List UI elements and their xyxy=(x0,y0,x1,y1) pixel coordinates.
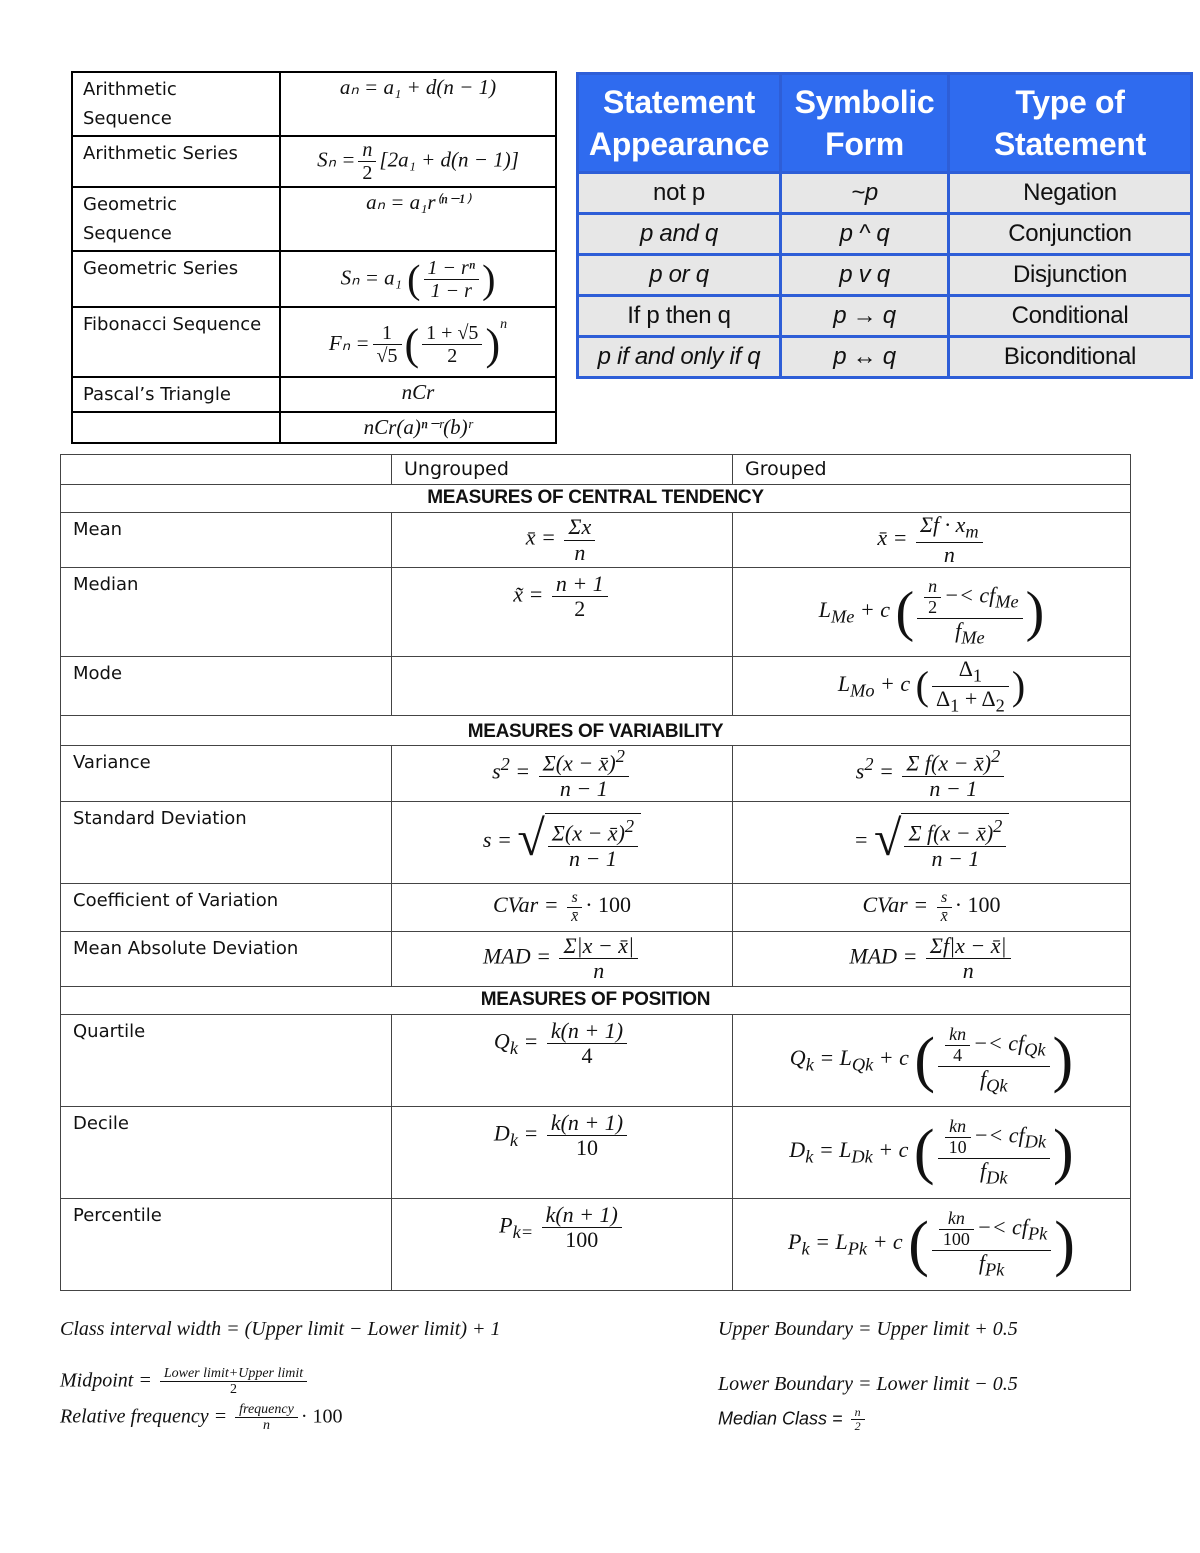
row-label: Fibonacci Sequence xyxy=(72,307,280,377)
ungrouped-header: Ungrouped xyxy=(392,455,733,485)
symbol-cell: p ^ q xyxy=(781,214,949,255)
table-row xyxy=(578,255,1192,296)
table-row xyxy=(61,746,1131,802)
variance-ungrouped-formula: $s^2$ = $\frac{\Sigma(x - x̄)^2}{n - 1}$ xyxy=(392,746,733,802)
sd-ungrouped-formula: s = √ $\frac{\Sigma(x - x̄)^2}{n - 1}$ xyxy=(392,801,733,883)
mad-grouped-formula: MAD = $\frac{\Sigma f|x - x̄|}{n}$ xyxy=(733,931,1131,986)
mode-grouped-formula: $L_{Mo} + c$ ( $\frac{\Delta_1}{\Delta_1 + \Delta_2}$ ) xyxy=(733,657,1131,716)
sd-grouped-formula: = √ $\frac{\Sigma f(x - x̄)^2}{n - 1}$ xyxy=(733,801,1131,883)
table-row xyxy=(61,931,1131,986)
measure-name: Mean xyxy=(61,513,392,568)
measure-name: Quartile xyxy=(61,1014,392,1106)
class-interval-width-formula: Class interval width = (Upper limit − Lower limit) + 1 xyxy=(60,1318,501,1340)
upper-boundary-formula: Upper Boundary = Upper limit + 0.5 xyxy=(718,1318,1018,1340)
table-row xyxy=(72,307,556,377)
variance-grouped-formula: $s^2$ = $\frac{\Sigma f(x - x̄)^2}{n - 1}$ xyxy=(733,746,1131,802)
median-grouped-formula: $L_{Me} + c$ ( $\frac{n}{2}$ −< $cf_{Me}$ $f_{Me}$ ) xyxy=(733,568,1131,657)
measure-name: Mean Absolute Deviation xyxy=(61,931,392,986)
type-cell: Conditional xyxy=(949,296,1192,337)
appearance-cell: p and q xyxy=(578,214,781,255)
table-row xyxy=(578,337,1192,378)
header-symbolic-form: Symbolic Form xyxy=(781,74,949,173)
table-row xyxy=(72,412,556,443)
type-cell: Negation xyxy=(949,173,1192,214)
header-row xyxy=(578,74,1192,173)
formula: Sₙ = $\frac{n}{2}$ [2a₁ + d(n − 1)] xyxy=(280,136,556,187)
table-row xyxy=(61,1014,1131,1106)
table-row xyxy=(578,214,1192,255)
row-label: Geometric Series xyxy=(72,251,280,307)
decile-grouped-formula: $D_k = L_{Dk} + c$ ( $\frac{kn}{10}$ −< $cf_{Dk}$ $f_{Dk}$ ) xyxy=(733,1106,1131,1198)
table-row xyxy=(578,296,1192,337)
table-row xyxy=(61,568,1131,657)
grouped-header: Grouped xyxy=(733,455,1131,485)
quartile-ungrouped-formula: $Q_k$ = $\frac{k(n + 1)}{4}$ xyxy=(392,1014,733,1106)
mean-ungrouped-formula: x̄ = $\frac{\Sigma x}{n}$ xyxy=(392,513,733,568)
table-row xyxy=(72,377,556,412)
quartile-grouped-formula: $Q_k = L_{Qk} + c$ ( $\frac{kn}{4}$ −< $cf_{Qk}$ $f_{Qk}$ ) xyxy=(733,1014,1131,1106)
row-label xyxy=(72,412,280,443)
type-cell: Disjunction xyxy=(949,255,1192,296)
statistics-table xyxy=(60,454,1131,1291)
symbol-cell: ~p xyxy=(781,173,949,214)
measure-name: Coefficient of Variation xyxy=(61,883,392,931)
sequences-table xyxy=(71,71,557,444)
formula: nCr(a)ⁿ⁻ʳ(b)ʳ xyxy=(280,412,556,443)
symbol-cell: p → q xyxy=(781,296,949,337)
appearance-cell: not p xyxy=(578,173,781,214)
decile-ungrouped-formula: $D_k$ = $\frac{k(n + 1)}{10}$ xyxy=(392,1106,733,1198)
measure-name: Decile xyxy=(61,1106,392,1198)
lower-boundary-formula: Lower Boundary = Lower limit − 0.5 xyxy=(718,1373,1018,1395)
midpoint-formula: Midpoint = $\frac{\text{Lower limit+Upper limit}}{2}$ xyxy=(60,1366,310,1398)
table-row xyxy=(61,657,1131,716)
formula: Sₙ = a₁ ( $\frac{\text{1 − rⁿ}}{1 - r}$ ) xyxy=(280,251,556,307)
measure-name: Median xyxy=(61,568,392,657)
mad-ungrouped-formula: MAD = $\frac{\Sigma|x - x̄|}{n}$ xyxy=(392,931,733,986)
formula: aₙ = a₁r⁽ⁿ⁻¹⁾ xyxy=(280,187,556,251)
header-row xyxy=(61,455,1131,485)
formula: aₙ = a₁ + d(n − 1) xyxy=(280,72,556,136)
formula: nCr xyxy=(280,377,556,412)
appearance-cell: p or q xyxy=(578,255,781,296)
median-ungrouped-formula: x̃ = $\frac{n + 1}{2}$ xyxy=(392,568,733,657)
measure-name: Percentile xyxy=(61,1198,392,1290)
table-row xyxy=(61,883,1131,931)
percentile-ungrouped-formula: $P_{k=}$ $\frac{k(n + 1)}{100}$ xyxy=(392,1198,733,1290)
symbol-cell: p v q xyxy=(781,255,949,296)
row-label: Arithmetic Sequence xyxy=(72,72,280,136)
table-row xyxy=(72,251,556,307)
formula: Fₙ = $\frac{1}{√5}$ ( $\frac{1 + √5}{2}$ )$^n$ xyxy=(280,307,556,377)
percentile-grouped-formula: $P_k = L_{Pk} + c$ ( $\frac{kn}{100}$ −< $cf_{Pk}$ $f_{Pk}$ ) xyxy=(733,1198,1131,1290)
measure-name: Standard Deviation xyxy=(61,801,392,883)
section-row xyxy=(61,716,1131,746)
table-row xyxy=(72,187,556,251)
cv-ungrouped-formula: CVar = $\frac{s}{x̄}$ · 100 xyxy=(392,883,733,931)
table-row xyxy=(61,1198,1131,1290)
measure-name: Mode xyxy=(61,657,392,716)
symbol-cell: p ↔ q xyxy=(781,337,949,378)
table-row xyxy=(61,513,1131,568)
cv-grouped-formula: CVar = $\frac{s}{x̄}$ · 100 xyxy=(733,883,1131,931)
section-variability: MEASURES OF VARIABILITY xyxy=(61,716,1131,746)
relative-frequency-formula: Relative frequency = $\frac{\text{frequency}}{n}$ · 100 xyxy=(60,1402,343,1434)
header-statement-appearance: Statement Appearance xyxy=(578,74,781,173)
row-label: Pascal’s Triangle xyxy=(72,377,280,412)
row-label: Geometric Sequence xyxy=(72,187,280,251)
section-position: MEASURES OF POSITION xyxy=(61,986,1131,1014)
table-row xyxy=(72,136,556,187)
section-central-tendency: MEASURES OF CENTRAL TENDENCY xyxy=(61,485,1131,513)
median-class-formula: Median Class = $\frac{n}{2}$ xyxy=(718,1406,868,1433)
type-cell: Conjunction xyxy=(949,214,1192,255)
row-label: Arithmetic Series xyxy=(72,136,280,187)
measure-name: Variance xyxy=(61,746,392,802)
table-row xyxy=(61,801,1131,883)
header-type-of-statement: Type of Statement xyxy=(949,74,1192,173)
table-row xyxy=(61,1106,1131,1198)
section-row xyxy=(61,986,1131,1014)
table-row xyxy=(578,173,1192,214)
mean-grouped-formula: x̄ = $\frac{\Sigma f \cdot x_m}{n}$ xyxy=(733,513,1131,568)
table-row xyxy=(72,72,556,136)
type-cell: Biconditional xyxy=(949,337,1192,378)
section-row xyxy=(61,485,1131,513)
appearance-cell: If p then q xyxy=(578,296,781,337)
appearance-cell: p if and only if q xyxy=(578,337,781,378)
logic-table xyxy=(576,72,1193,379)
